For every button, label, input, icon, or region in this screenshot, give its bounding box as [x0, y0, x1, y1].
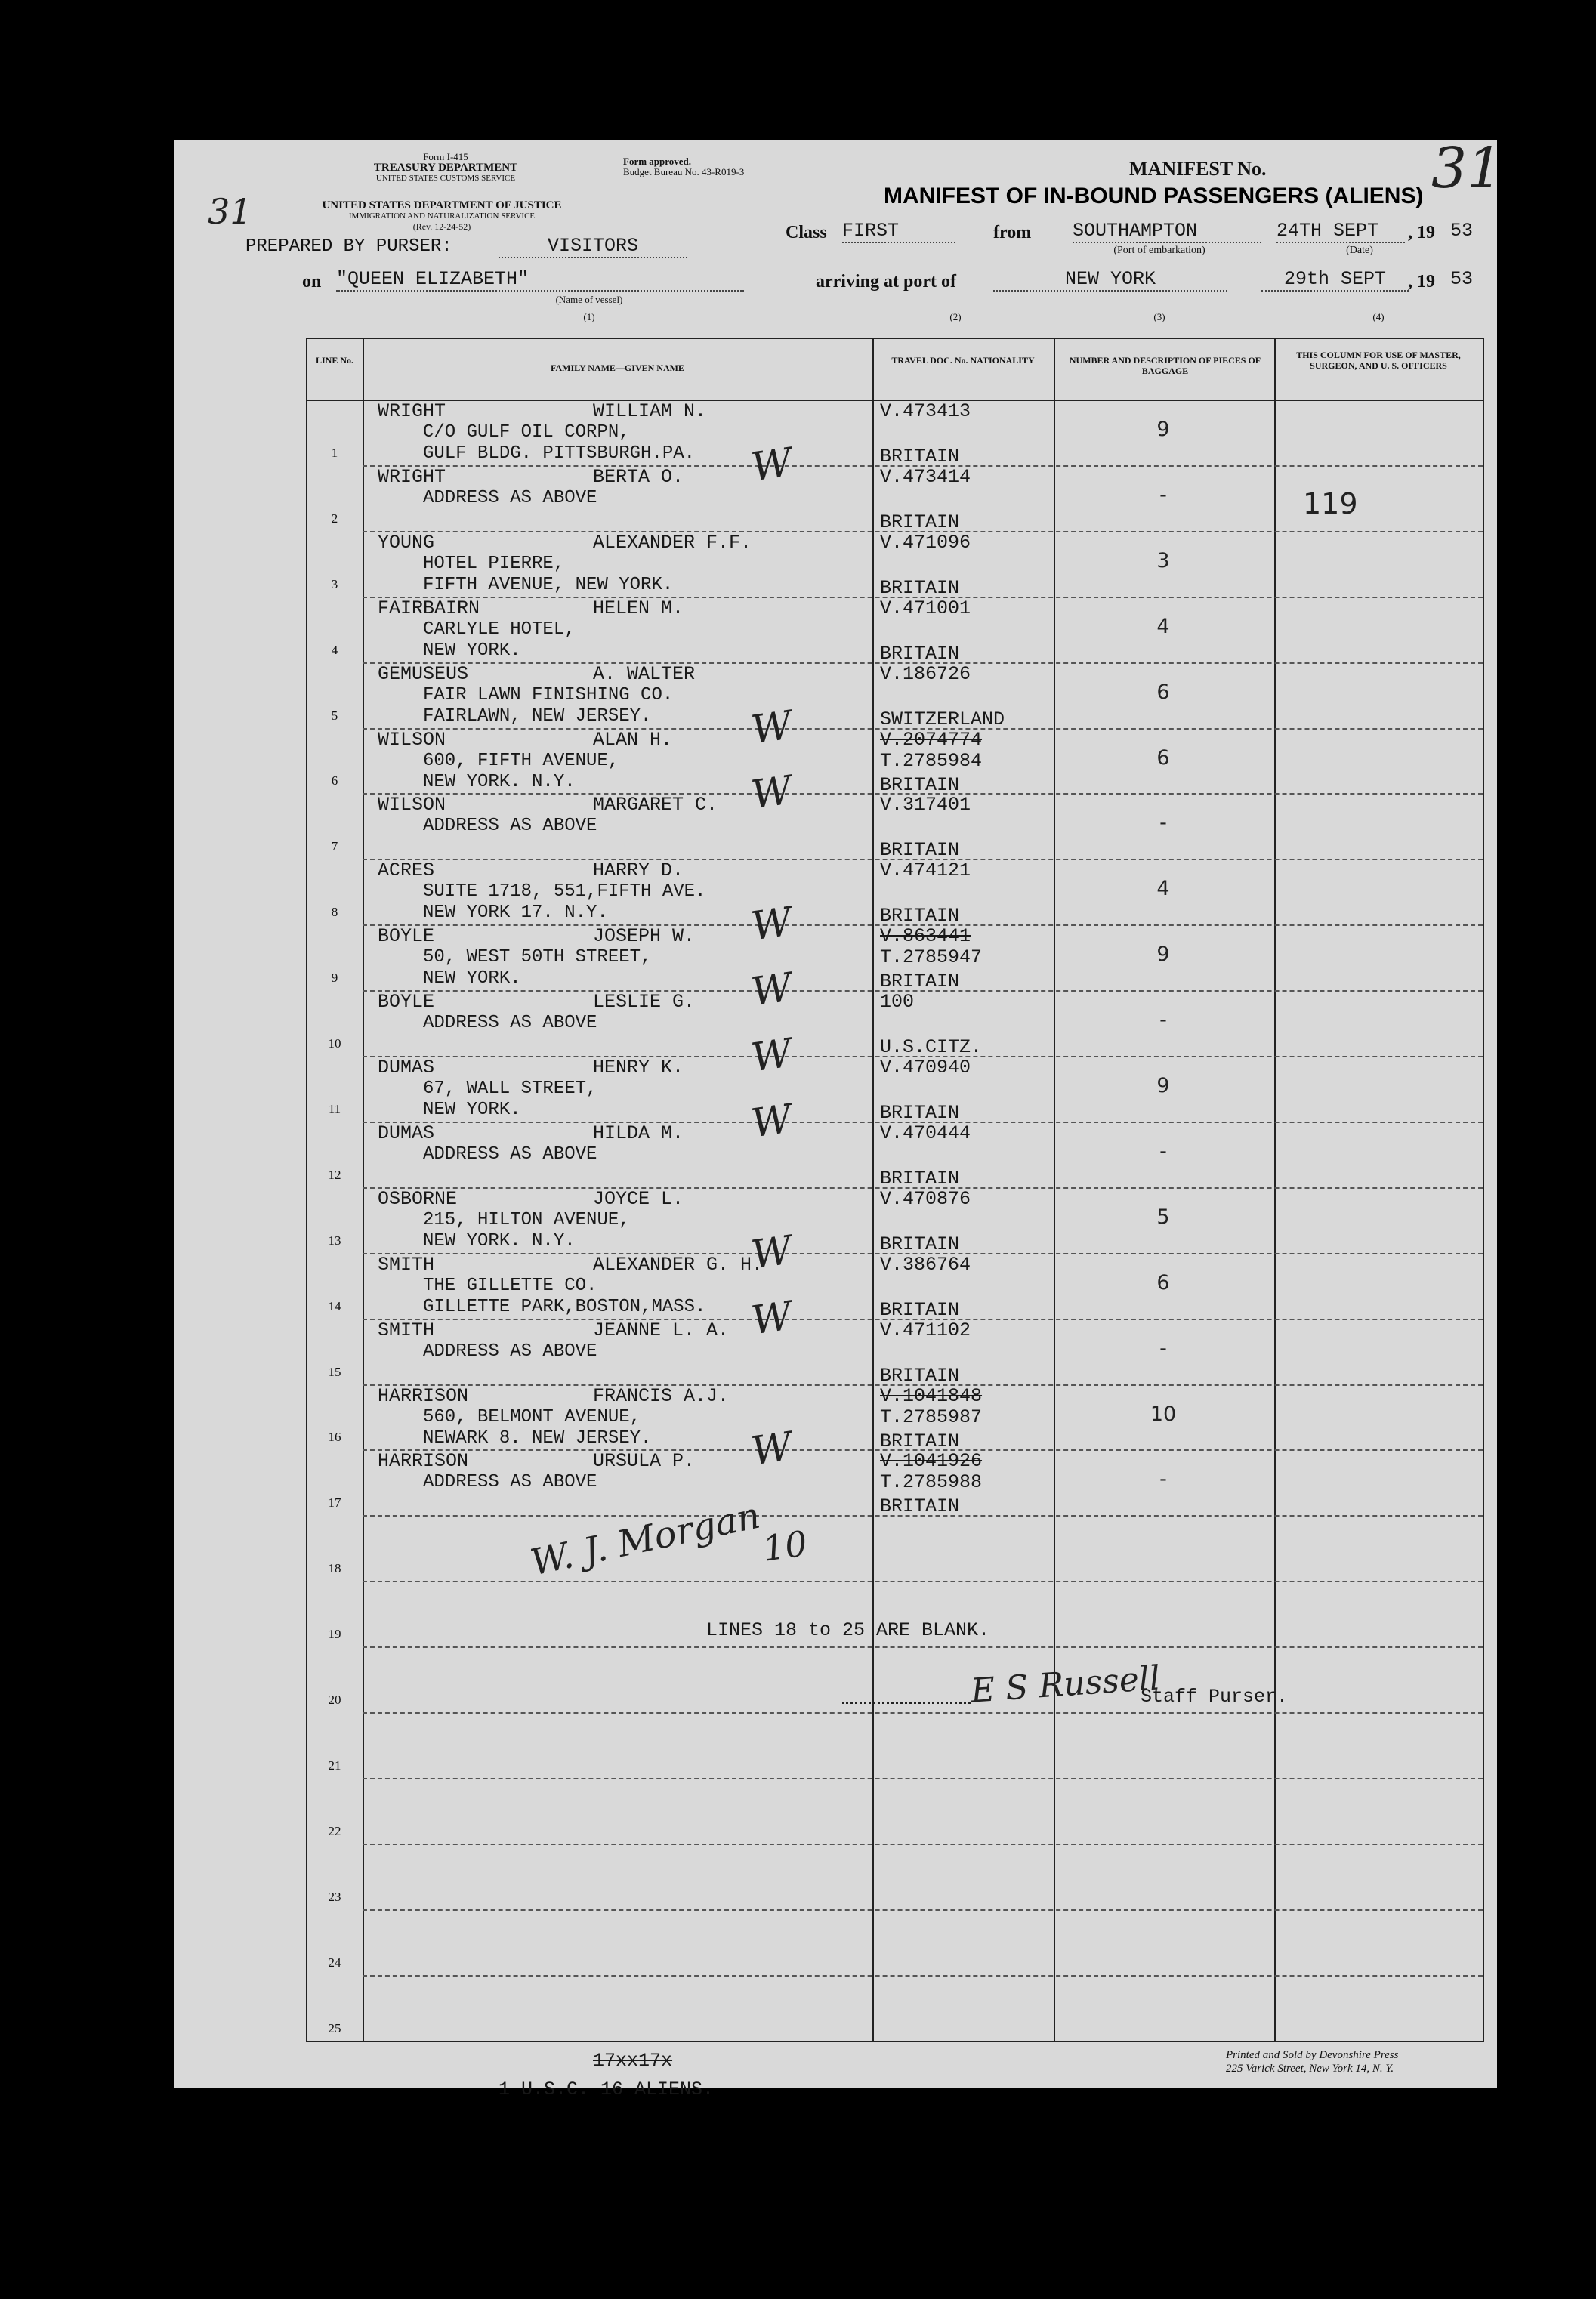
- address-line: 215, HILTON AVENUE,: [423, 1209, 630, 1230]
- address-line: NEW YORK.: [423, 1100, 521, 1120]
- given-name: MARGARET C.: [593, 794, 718, 816]
- address-line: C/O GULF OIL CORPN,: [423, 422, 630, 443]
- line-number: 12: [328, 1167, 341, 1182]
- travel-doc-number: V.470444: [880, 1122, 971, 1144]
- line-number: 23: [328, 1889, 341, 1904]
- purser-dots: [842, 1702, 971, 1704]
- address-line: 600, FIFTH AVENUE,: [423, 750, 619, 771]
- given-name: HARRY D.: [593, 859, 684, 882]
- address-line: NEW YORK.: [423, 640, 521, 661]
- travel-doc-number: V.317401: [880, 794, 971, 816]
- arrival-date: 29th SEPT: [1261, 268, 1409, 292]
- treasury-label: TREASURY DEPARTMENT: [373, 162, 518, 174]
- hand-w-mark: W: [749, 1293, 795, 1344]
- line-number: 20: [328, 1693, 341, 1707]
- baggage-count: -: [1159, 1336, 1167, 1360]
- nationality: BRITAIN: [880, 1233, 960, 1255]
- line-number: 14: [328, 1298, 341, 1313]
- address-line: NEWARK 8. NEW JERSEY.: [423, 1427, 652, 1449]
- travel-doc-number: V.1041848: [880, 1384, 983, 1407]
- given-name: JOYCE L.: [593, 1187, 684, 1210]
- alien-count: 1 U.S.C. 16 ALIENS.: [499, 2078, 715, 2100]
- class-value: FIRST: [842, 220, 955, 243]
- baggage-count: 6: [1156, 680, 1170, 704]
- justice-label: UNITED STATES DEPARTMENT OF JUSTICE: [322, 199, 562, 211]
- port-embarkation-caption: (Port of embarkation): [1113, 245, 1205, 256]
- baggage-count: 3: [1156, 548, 1170, 572]
- embark-year-prefix: , 19: [1408, 223, 1435, 242]
- prepared-by-label: PREPARED BY PURSER:: [245, 236, 452, 257]
- printer-line-2: 225 Varick Street, New York 14, N. Y.: [1226, 2063, 1394, 2075]
- line-number: 15: [328, 1364, 341, 1379]
- line-number: 19: [328, 1627, 341, 1642]
- embark-date: 24TH SEPT: [1276, 220, 1405, 243]
- arriving-label: arriving at port of: [816, 272, 956, 292]
- baggage-count: -: [1159, 1008, 1167, 1032]
- nationality: BRITAIN: [880, 971, 960, 993]
- col-header-baggage: NUMBER AND DESCRIPTION OF PIECES OF BAGGAGE: [1069, 355, 1261, 376]
- address-line: NEW YORK. N.Y.: [423, 1230, 576, 1251]
- nationality: BRITAIN: [880, 773, 960, 796]
- address-line: NEW YORK.: [423, 968, 521, 989]
- hand-signature-morgan: W. J. Morgan: [526, 1494, 764, 1585]
- line-number: 1: [331, 445, 338, 460]
- nationality: BRITAIN: [880, 839, 960, 862]
- address-line: ADDRESS AS ABOVE: [423, 816, 597, 837]
- form-approved: Form approved.: [623, 156, 692, 167]
- address-line: HOTEL PIERRE,: [423, 553, 565, 574]
- from-label: from: [993, 223, 1032, 242]
- vessel-caption: (Name of vessel): [555, 294, 623, 305]
- address-line: FAIR LAWN FINISHING CO.: [423, 684, 674, 705]
- vessel-name: "QUEEN ELIZABETH": [336, 268, 744, 292]
- nationality: BRITAIN: [880, 446, 960, 468]
- family-name: SMITH: [378, 1319, 435, 1341]
- travel-doc-number: V.386764: [880, 1253, 971, 1276]
- family-name: HARRISON: [378, 1450, 469, 1473]
- customs-label: UNITED STATES CUSTOMS SERVICE: [375, 174, 516, 183]
- line-number: 10: [328, 1036, 341, 1051]
- given-name: URSULA P.: [593, 1450, 696, 1473]
- justice-block: [321, 200, 563, 232]
- baggage-count: -: [1159, 1467, 1167, 1492]
- count-strike: 17xx17x: [593, 2050, 673, 2072]
- row-separator: [363, 1844, 1483, 1845]
- form-id-block: [347, 152, 544, 184]
- travel-doc-number-corrected: T.2785984: [880, 749, 983, 772]
- address-line: ADDRESS AS ABOVE: [423, 1013, 597, 1034]
- hand-w-mark: W: [749, 964, 795, 1016]
- col-header-doc: TRAVEL DOC. No. NATIONALITY: [891, 355, 1035, 366]
- manifest-no-handwritten: 31: [1431, 136, 1503, 201]
- given-name: JOSEPH W.: [593, 925, 696, 948]
- address-line: ADDRESS AS ABOVE: [423, 1472, 597, 1493]
- address-line: NEW YORK. N.Y.: [423, 771, 576, 792]
- family-name: WRIGHT: [378, 465, 446, 488]
- baggage-count: 5: [1156, 1205, 1170, 1229]
- nationality: BRITAIN: [880, 1495, 960, 1518]
- baggage-count: 6: [1156, 1270, 1170, 1295]
- baggage-count: -: [1159, 811, 1167, 835]
- hand-w-mark: W: [749, 767, 795, 819]
- family-name: WILSON: [378, 794, 446, 816]
- nationality: BRITAIN: [880, 511, 960, 533]
- address-line: THE GILLETTE CO.: [423, 1275, 597, 1296]
- travel-doc-number: 100: [880, 991, 915, 1014]
- travel-doc-number: V.471001: [880, 597, 971, 619]
- col-num-3: (3): [1153, 311, 1165, 322]
- address-line: ADDRESS AS ABOVE: [423, 1341, 597, 1362]
- row-separator: [363, 1909, 1483, 1911]
- travel-doc-number: V.473414: [880, 465, 971, 488]
- address-line: NEW YORK 17. N.Y.: [423, 903, 608, 924]
- given-name: HILDA M.: [593, 1122, 684, 1144]
- baggage-count: 9: [1156, 943, 1170, 967]
- blank-lines-note: LINES 18 to 25 ARE BLANK.: [706, 1619, 990, 1641]
- purser-signature: E S Russell: [969, 1659, 1162, 1711]
- address-line: 50, WEST 50TH STREET,: [423, 947, 652, 968]
- address-line: CARLYLE HOTEL,: [423, 619, 576, 640]
- line-number: 24: [328, 1955, 341, 1970]
- family-name: HARRISON: [378, 1384, 469, 1407]
- printer-line-1: Printed and Sold by Devonshire Press: [1226, 2049, 1399, 2061]
- officer-note: 119: [1303, 487, 1358, 520]
- hand-w-mark: W: [749, 1030, 795, 1082]
- baggage-count: -: [1159, 483, 1167, 507]
- line-number: 18: [328, 1561, 341, 1576]
- travel-doc-number-corrected: T.2785987: [880, 1406, 983, 1428]
- given-name: ALAN H.: [593, 728, 673, 751]
- hand-w-mark: W: [749, 899, 795, 950]
- embark-year: 53: [1450, 220, 1474, 242]
- family-name: DUMAS: [378, 1057, 435, 1079]
- staff-purser-label: Staff Purser.: [1141, 1686, 1289, 1708]
- family-name: WRIGHT: [378, 400, 446, 422]
- nationality: BRITAIN: [880, 1364, 960, 1387]
- baggage-count: 10: [1150, 1402, 1177, 1426]
- travel-doc-number: V.473413: [880, 400, 971, 422]
- baggage-count: 6: [1156, 745, 1170, 770]
- hand-count: 10: [760, 1523, 810, 1569]
- travel-doc-number: V.471096: [880, 531, 971, 554]
- address-line: 67, WALL STREET,: [423, 1079, 597, 1099]
- given-name: A. WALTER: [593, 662, 696, 685]
- given-name: HENRY K.: [593, 1057, 684, 1079]
- travel-doc-number: V.470876: [880, 1187, 971, 1210]
- address-line: FAIRLAWN, NEW JERSEY.: [423, 705, 652, 727]
- approval-block: [623, 156, 752, 177]
- date-caption: (Date): [1346, 245, 1373, 256]
- family-name: SMITH: [378, 1253, 435, 1276]
- form-number: Form I-415: [423, 151, 468, 162]
- line-number: 16: [328, 1430, 341, 1445]
- address-line: GULF BLDG. PITTSBURGH.PA.: [423, 443, 696, 464]
- nationality: SWITZERLAND: [880, 708, 1005, 730]
- hand-w-mark: W: [749, 440, 795, 491]
- row-separator: [363, 1975, 1483, 1977]
- ins-label: IMMIGRATION AND NATURALIZATION SERVICE: [348, 211, 536, 221]
- travel-doc-number: V.474121: [880, 859, 971, 882]
- col-header-name: FAMILY NAME—GIVEN NAME: [551, 363, 684, 373]
- family-name: DUMAS: [378, 1122, 435, 1144]
- col-num-1: (1): [583, 311, 595, 322]
- arrival-year: 53: [1450, 268, 1474, 290]
- travel-doc-number: V.471102: [880, 1319, 971, 1341]
- given-name: FRANCIS A.J.: [593, 1384, 730, 1407]
- family-name: ACRES: [378, 859, 435, 882]
- baggage-count: 4: [1156, 614, 1170, 638]
- manifest-no-label: MANIFEST No.: [1129, 158, 1267, 180]
- given-name: JEANNE L. A.: [593, 1319, 730, 1341]
- line-number: 6: [331, 773, 338, 788]
- line-number: 9: [331, 971, 338, 986]
- line-number: 21: [328, 1757, 341, 1773]
- nationality: BRITAIN: [880, 1102, 960, 1124]
- row-separator: [363, 1778, 1483, 1779]
- col-divider-name: [872, 338, 874, 2042]
- address-line: GILLETTE PARK,BOSTON,MASS.: [423, 1296, 706, 1317]
- budget-bureau: Budget Bureau No. 43-R019-3: [623, 166, 745, 177]
- family-name: WILSON: [378, 728, 446, 751]
- travel-doc-number-corrected: T.2785947: [880, 946, 983, 969]
- col-num-4: (4): [1372, 311, 1385, 322]
- address-line: SUITE 1718, 551,FIFTH AVE.: [423, 881, 706, 903]
- family-name: YOUNG: [378, 531, 435, 554]
- prepared-by-value: VISITORS: [499, 235, 687, 258]
- line-number: 11: [328, 1101, 341, 1116]
- form-title: MANIFEST OF IN-BOUND PASSENGERS (ALIENS): [884, 184, 1424, 208]
- table-left-border: [306, 338, 307, 2042]
- travel-doc-number: V.2074774: [880, 728, 983, 751]
- from-value: SOUTHAMPTON: [1073, 220, 1261, 243]
- given-name: LESLIE G.: [593, 991, 696, 1014]
- nationality: BRITAIN: [880, 576, 960, 599]
- line-number: 8: [331, 905, 338, 920]
- nationality: U.S.CITZ.: [880, 1036, 983, 1059]
- table-bottom-border: [306, 2041, 1484, 2042]
- class-label: Class: [786, 223, 827, 242]
- line-number: 17: [328, 1495, 341, 1511]
- arrival-port: NEW YORK: [993, 268, 1227, 292]
- family-name: GEMUSEUS: [378, 662, 469, 685]
- family-name: FAIRBAIRN: [378, 597, 480, 619]
- nationality: BRITAIN: [880, 642, 960, 665]
- address-line: 560, BELMONT AVENUE,: [423, 1406, 641, 1427]
- hand-w-mark: W: [749, 1424, 795, 1475]
- baggage-count: -: [1159, 1139, 1167, 1163]
- given-name: ALEXANDER G. H.: [593, 1253, 764, 1276]
- nationality: BRITAIN: [880, 905, 960, 927]
- line-number: 4: [331, 642, 338, 657]
- given-name: ALEXANDER F.F.: [593, 531, 752, 554]
- travel-doc-number: V.470940: [880, 1057, 971, 1079]
- baggage-count: 9: [1156, 1074, 1170, 1097]
- col-header-line: LINE No.: [315, 355, 353, 366]
- line-number: 7: [331, 839, 338, 854]
- travel-doc-number: V.186726: [880, 662, 971, 685]
- manifest-sheet: [174, 136, 1503, 2100]
- col-divider-doc: [1054, 338, 1055, 2042]
- travel-doc-number-corrected: T.2785988: [880, 1471, 983, 1494]
- hand-w-mark: W: [749, 1096, 795, 1147]
- given-name: HELEN M.: [593, 597, 684, 619]
- given-name: BERTA O.: [593, 465, 684, 488]
- col-num-2: (2): [949, 311, 962, 322]
- on-label: on: [302, 272, 322, 292]
- revision: (Rev. 12-24-52): [412, 221, 471, 232]
- given-name: WILLIAM N.: [593, 400, 707, 422]
- baggage-count: 9: [1156, 418, 1170, 441]
- family-name: BOYLE: [378, 991, 435, 1014]
- table-right-border: [1483, 338, 1484, 2042]
- family-name: BOYLE: [378, 925, 435, 948]
- col-header-officers: THIS COLUMN FOR USE OF MASTER, SURGEON, AND U. S. OFFICERS: [1296, 350, 1461, 371]
- travel-doc-number: V.863441: [880, 925, 971, 948]
- table-top-border: [306, 338, 1484, 339]
- address-line: FIFTH AVENUE, NEW YORK.: [423, 574, 674, 595]
- line-number: 25: [328, 2020, 341, 2035]
- baggage-count: 4: [1156, 877, 1170, 901]
- line-number: 2: [331, 511, 338, 526]
- travel-doc-number: V.1041926: [880, 1450, 983, 1473]
- row-separator: [363, 1646, 1483, 1648]
- line-number: 5: [331, 708, 338, 723]
- hand-w-mark: W: [749, 702, 795, 753]
- row-separator: [363, 1712, 1483, 1714]
- row-separator: [363, 1581, 1483, 1582]
- line-number: 22: [328, 1823, 341, 1838]
- nationality: BRITAIN: [880, 1430, 960, 1452]
- col-divider-line: [363, 338, 364, 2042]
- nationality: BRITAIN: [880, 1167, 960, 1190]
- col-divider-baggage: [1274, 338, 1276, 2042]
- family-name: OSBORNE: [378, 1187, 458, 1210]
- line-number: 3: [331, 576, 338, 591]
- arrival-year-prefix: , 19: [1408, 272, 1435, 292]
- address-line: ADDRESS AS ABOVE: [423, 487, 597, 508]
- address-line: ADDRESS AS ABOVE: [423, 1143, 597, 1165]
- line-number: 13: [328, 1233, 341, 1248]
- nationality: BRITAIN: [880, 1298, 960, 1321]
- corner-mark: 31: [208, 191, 252, 232]
- hand-w-mark: W: [749, 1227, 795, 1279]
